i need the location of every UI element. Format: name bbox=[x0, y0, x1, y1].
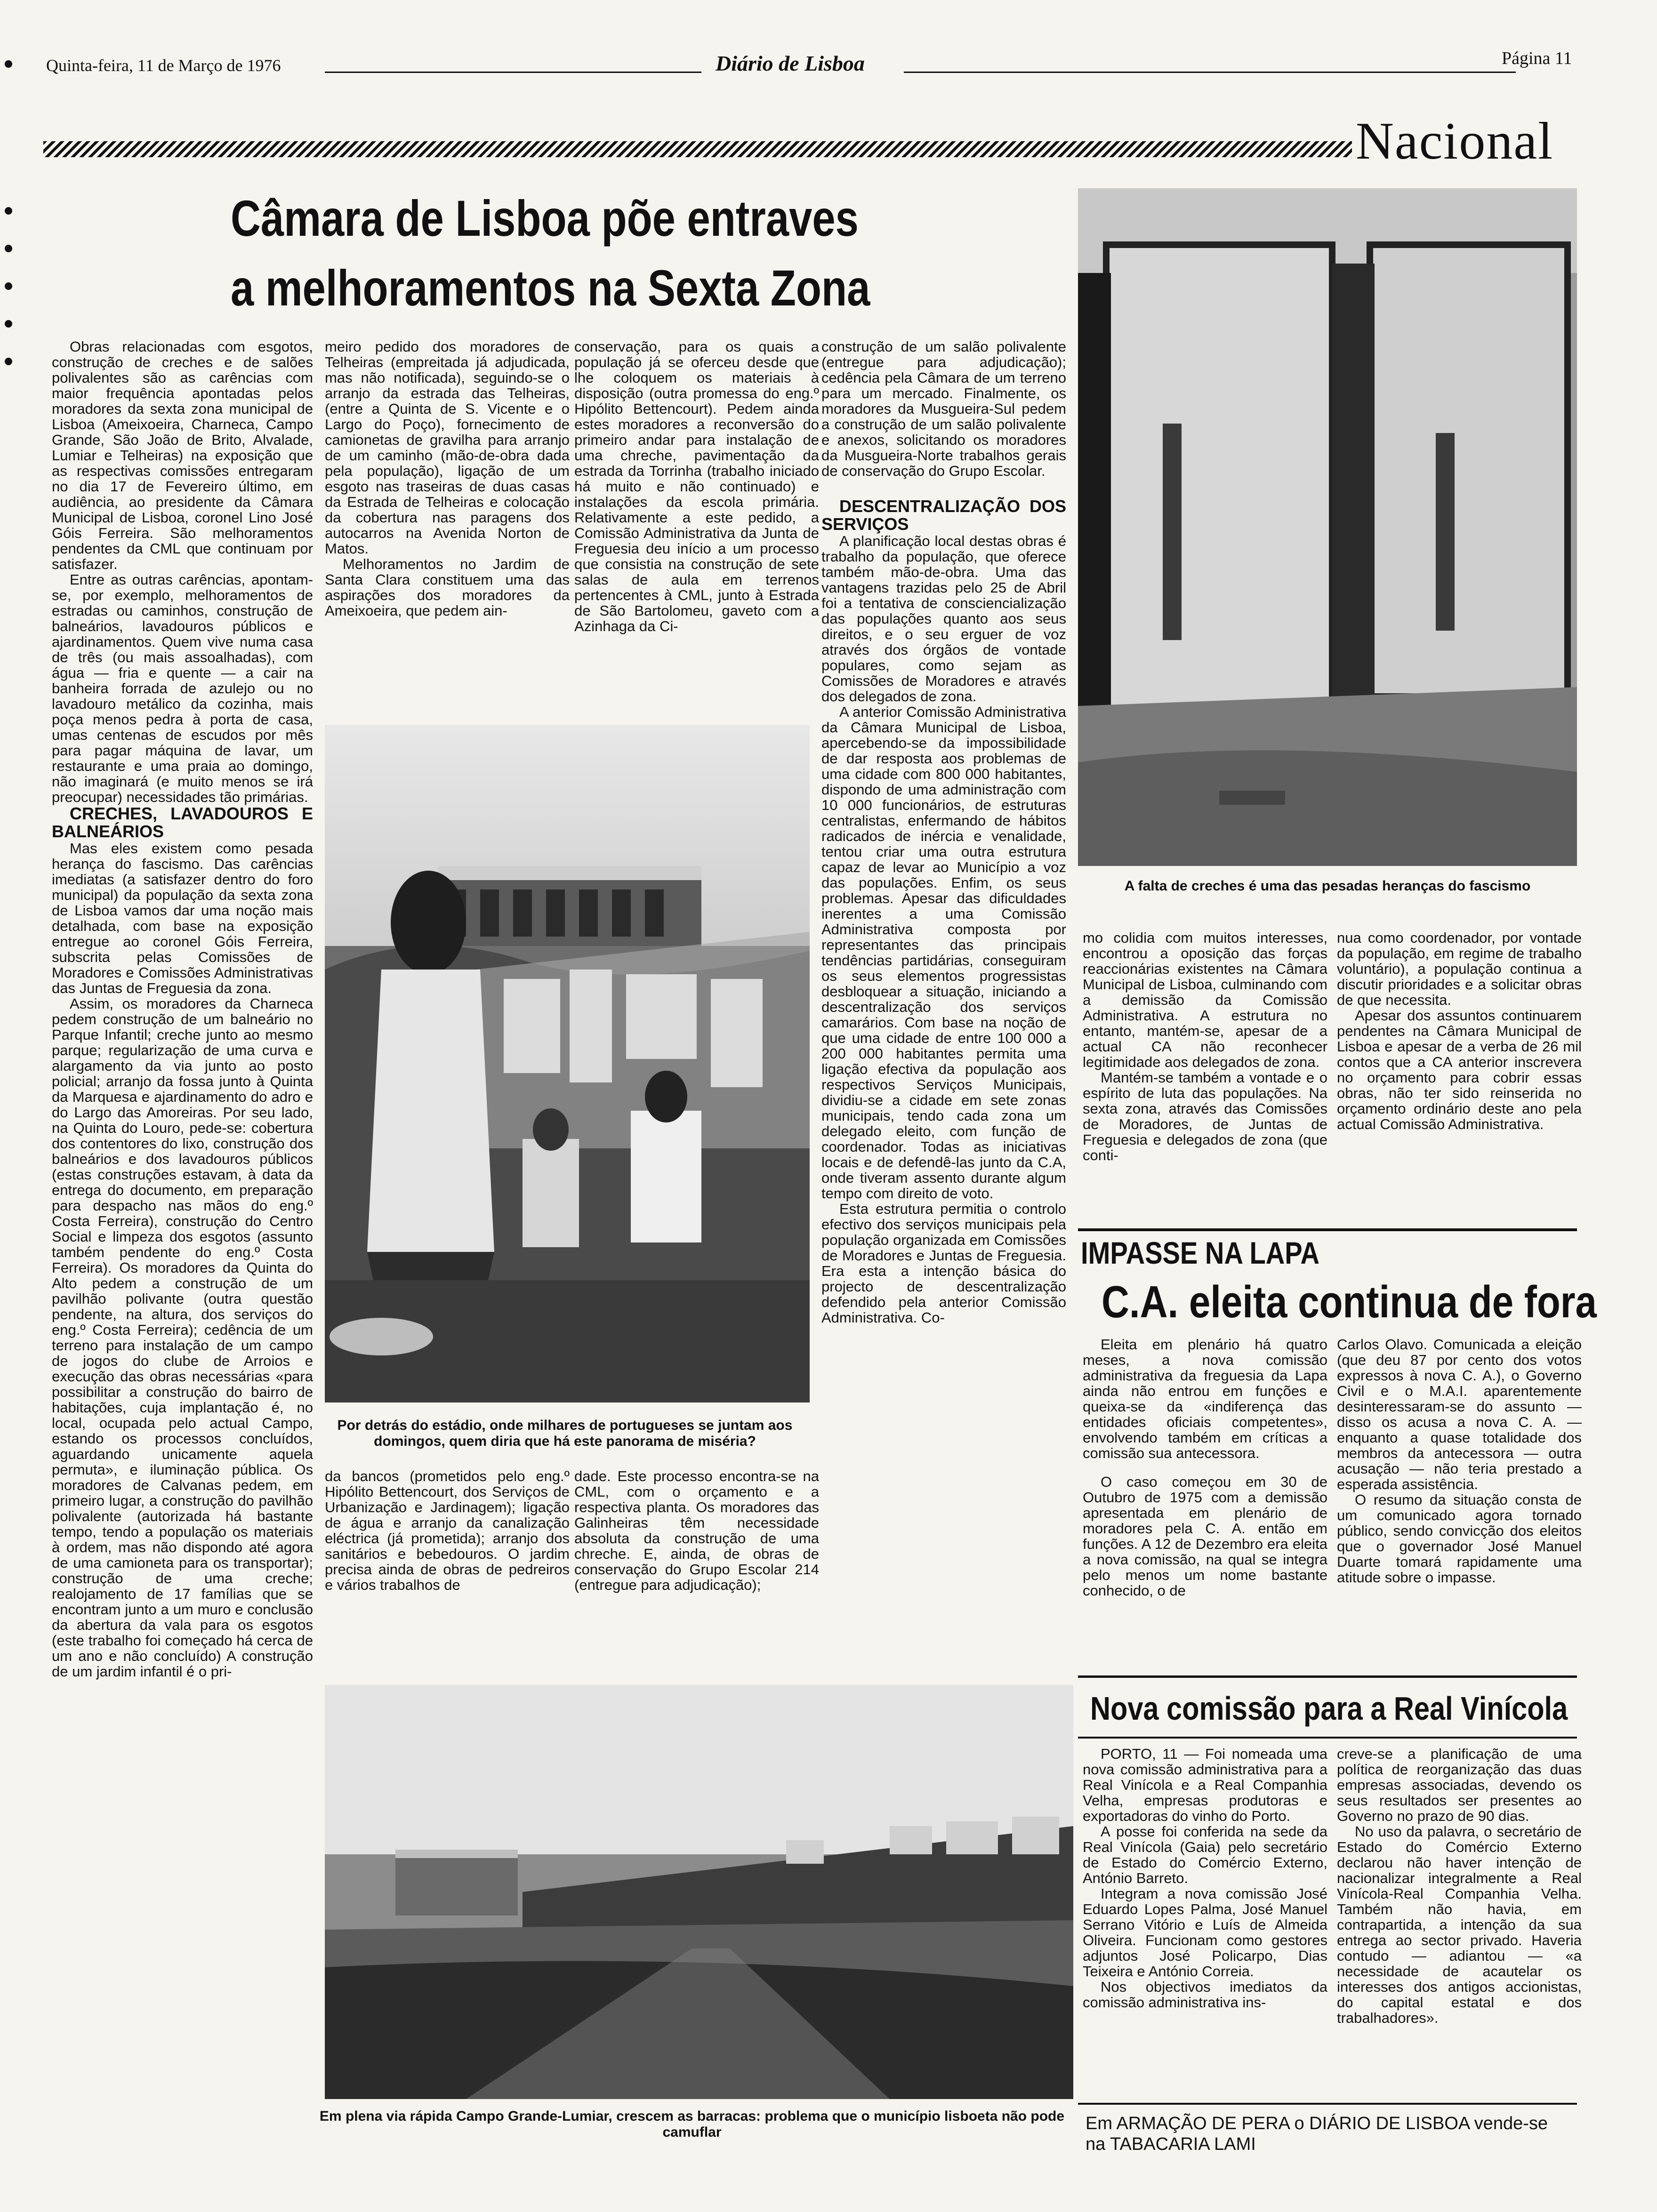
photo-barracas-highway bbox=[325, 1685, 1073, 2099]
paragraph: Assim, os moradores da Charneca pedem construção de um balneário no Parque Infantil; creche junto ao mesmo parque; regularização de uma curva e alargamento da via junto ao posto policial; arranjo da fossa junto à Quinta da Marquesa e ajardinamento do adro e do Largo das Amoreiras. Por seu lado, na Quinta do Louro, pede-se: cobertura dos contentores do lixo, construção dos balneários e dos lavadouros públicos (estas construções estavam, à data da entrega do documento, em preparação para despacho nas mãos do eng.º Costa Ferreira), construção do Centro Social e limpeza dos esgotos (assunto também pendente do eng.º Costa Ferreira). Os moradores da Quinta do Alto pedem a construção de um pavilhão polivante (outra questão pendente, na altura, dos serviços do eng.º Costa Ferreira); cedência de um terreno para instalação de um campo de jogos do clube de Arroios e execução das obras necessárias «para possibilitar a construção do bairro de habitações, cuja implantação é, no local, ocupada pelo actual Campo, estando os processos concluídos, aguardando unicamente aquela permuta», e iluminação pública. Os moradores de Calvanas pedem, em primeiro lugar, a construção do pavilhão polivalente (autorizada há bastante tempo, tendo a população os materiais à ordem, mas não dispondo até agora de uma camioneta para os transportar); construção de uma creche; realojamento de 17 famílias que se encontram junto a um muro e conclusão da abertura da vala para os esgotos (este trabalho foi começado há cerca de um ano e não concluído) A construção de um jardim infantil é o pri- bbox=[52, 995, 313, 1680]
paragraph: construção de um salão polivalente (entregue para adjudicação); cedência pela Câmara de um terreno para um mercado. Finalmente, os moradores da Musgueira-Sul pedem a construção de um salão polivalente e anexos, solicitando os moradores da Musgueira-Norte trabalhos gerais de conservação do Grupo Escolar. bbox=[821, 339, 1066, 479]
paragraph: Integram a nova comissão José Eduardo Lopes Palma, José Manuel Serrano Vitório e Luís de Almeida Oliveira. Funcionam como gestores adjuntos José Policarpo, Dias Teixeira e António Correia. bbox=[1083, 1885, 1327, 1980]
paragraph: nua como coordenador, por vontade da população, em regime de trabalho voluntário), a população continua a discutir prioridades e a solicitar obras de que necessita. bbox=[1337, 930, 1582, 1008]
paragraph: Obras relacionadas com esgotos, construção de creches e de salões polivalentes são as carências com maior frequência apontadas pelos moradores da sexta zona municipal de Lisboa (Ameixoeira, Charneca, Campo Grande, São João de Brito, Alvalade, Lumiar e Telheiras) na exposição que as respectivas comissões entregaram no dia 17 de Fevereiro último, em audiência, ao presidente da Câmara Municipal de Lisboa, coronel Lino José Góis Ferreira. São melhoramentos pendentes da CML que continuam por satisfazer. bbox=[52, 339, 313, 572]
binder-hole bbox=[5, 282, 12, 290]
paragraph: Entre as outras carências, apontam-se, por exemplo, melhoramentos de estradas ou caminhos, construção de balneários, lavadouros públicos e ajardinamentos. Quem vive numa casa de três (ou mais assoalhadas), com água — fria e quente — a cair na banheira forrada de azulejo ou no lavadouro metálico da cozinha, mais poça menos pedra à porta de casa, umas centenas de escudos por mês para pagar máquina de lavar, um restaurante e uma praia ao domingo, não imaginará (e muito menos se irá preocupar) necessidades tão primárias. bbox=[52, 571, 313, 805]
binder-hole bbox=[5, 320, 12, 328]
paragraph: Esta estrutura permitia o controlo efectivo dos serviços municipais pela população organizada em Comissões de Moradores e Juntas de Freguesia. Era esta a intenção básica do projecto de descentralização defendido pela anterior Comissão Administrativa. Co- bbox=[821, 1201, 1066, 1326]
main-story-column-2-bottom bbox=[325, 1468, 570, 1685]
paragraph: mo colidia com muitos interesses, encontrou a oposição das forças reaccionárias existentes na Câmara Municipal de Lisboa, culminando com a demissão da Comissão Administrativa. A estrutura no entanto, mantém-se, apesar de a actual CA não reconhecer legitimidade aos delegados de zona. bbox=[1083, 930, 1327, 1070]
paragraph: conservação, para os quais a população já se oferceu desde que lhe coloquem os materiais à disposição (outra promessa do eng.º Hipólito Bettencourt). Pedem ainda estes moradores a reconversão do primeiro andar para instalação de uma chreche, pavimentação da estrada da Torrinha (trabalho iniciado há muito e não continuado) e instalações da escola primária. Relativamente a este pedido, a Comissão Administrativa da Junta de Freguesia deu início a um processo que consistia na construção de sete salas de aula em terrenos pertencentes à CML, junto à Estrada de São Bartolomeu, gaveto com a Azinhaga da Ci- bbox=[574, 339, 819, 634]
paragraph: dade. Este processo encontra-se na CML, com o orçamento e a respectiva planta. Os moradores das Galinheiras têm necessidade absoluta da construção de uma chreche. E, ainda, de obras de conservação do Grupo Escolar 214 (entregue para adjudicação); bbox=[574, 1468, 819, 1593]
masthead-paper-name: Diário de Lisboa bbox=[716, 51, 865, 75]
binder-hole bbox=[5, 358, 12, 365]
section-hatch-rule bbox=[43, 141, 1352, 157]
caption-center-photo: Por detrás do estádio, onde milhares de portugueses se juntam aos domingos, quem diria que há este panorama de miséria? bbox=[337, 1418, 793, 1449]
caption-right-photo: A falta de creches é uma das pesadas heranças do fascismo bbox=[1124, 878, 1531, 894]
lapa-box-top-rule bbox=[1078, 1228, 1577, 1231]
paragraph: Carlos Olavo. Comunicada a eleição (que deu 87 por cento dos votos expressos à nova C. A.), o Governo Civil e o M.A.I. aparentemente desinteressaram-se do assunto — disso os acusa a nova C. A. — enquanto a quase totalidade dos membros da antecessora — outra acusação — não teria prestado a esperada assistência. bbox=[1337, 1337, 1582, 1492]
paragraph: Eleita em plenário há quatro meses, a nova comissão administrativa da freguesia da Lapa ainda não entrou em funções e queixa-se da «indiferença das entidades oficiais competentes», envolvendo também em críticas a comissão sua antecessora. bbox=[1083, 1337, 1327, 1461]
paragraph: PORTO, 11 — Foi nomeada uma nova comissão administrativa para a Real Vinícola e a Real Companhia Velha, empresas produtoras e exportadoras do vinho do Porto. bbox=[1083, 1746, 1327, 1824]
main-story-column-1 bbox=[52, 339, 313, 2188]
subheading-creches: CRECHES, LAVADOUROS E BALNEÁRIOS bbox=[52, 804, 313, 841]
vinicola-column-1 bbox=[1083, 1746, 1327, 2132]
masthead-date: Quinta-feira, 11 de Março de 1976 bbox=[46, 56, 281, 75]
paragraph: Nos objectivos imediatos da comissão administrativa ins- bbox=[1083, 1979, 1327, 2011]
main-story-column-6 bbox=[1337, 930, 1582, 1231]
lapa-headline: C.A. eleita continua de fora bbox=[1102, 1277, 1597, 1327]
paragraph: Mas eles existem como pesada herança do fascismo. Das carências imediatas (a satisfazer dentro do foro municipal) da população da sexta zona de Lisboa vamos dar uma noção mais detalhada, com base na exposição entregue ao coronel Góis Ferreira, subscrita pelas Comissões de Moradores e Comissões Administrativas das Juntas de Freguesia da zona. bbox=[52, 840, 313, 996]
main-story-column-3 bbox=[574, 339, 819, 706]
lapa-column-2 bbox=[1337, 1337, 1582, 1675]
vinicola-headline: Nova comissão para a Real Vinícola bbox=[1090, 1690, 1568, 1727]
photo-shanty-illustration bbox=[325, 725, 810, 1403]
lapa-kicker: IMPASSE NA LAPA bbox=[1081, 1235, 1320, 1270]
paragraph: Mantém-se também a vontade e o espírito de luta das populações. Na sexta zona, através das Comissões de Moradores, de Juntas de Freguesia e delegados de zona (que conti- bbox=[1083, 1069, 1327, 1163]
paragraph: O resumo da situação consta de um comunicado agora tornado público, sendo convicção dos eleitos que o governador José Manuel Duarte tomará rapidamente uma atitude sobre o impasse. bbox=[1337, 1491, 1582, 1586]
photo-doors-illustration bbox=[1078, 188, 1577, 866]
paragraph: meiro pedido dos moradores de Telheiras (empreitada já adjudicada, mas não notificada), seguindo-se o arranjo da estrada das Telheiras, (entre a Quinta de S. Vicente e o Largo do Poço), fornecimento de camionetas de gravilha para arranjo de um caminho (mão-de-obra dada pela população), ligação de um esgoto nas traseiras de duas casas da Estrada de Telheiras e colocação da cobertura nas paragens dos autocarros na Avenida Norton de Matos. bbox=[325, 339, 570, 557]
binder-hole bbox=[5, 60, 12, 68]
caption-bottom-photo: Em plena via rápida Campo Grande-Lumiar, crescem as barracas: problema que o município lisboeta não pode camuflar bbox=[319, 2108, 1065, 2140]
main-story-column-3-bottom bbox=[574, 1468, 819, 1685]
paragraph: Apesar dos assuntos continuarem pendentes na Câmara Municipal de Lisboa e apesar de a verba de 26 mil contos que a CA anterior inscrevera no orçamento para cobrir essas obras, não ter sido reinserida no orçamento ordinário deste ano pela actual Comissão Administrativa. bbox=[1337, 1007, 1582, 1132]
paragraph: da bancos (prometidos pelo eng.º Hipólito Bettencourt, dos Serviços de Urbanização e Jardinagem); ligação de água e arranjo da canalização eléctrica (já prometida); arranjo dos sanitários e bebedouros. O jardim precisa ainda de obras de pedreiros e vários trabalhos de bbox=[325, 1468, 570, 1593]
main-headline-line1: Câmara de Lisboa põe entraves bbox=[231, 190, 859, 247]
section-title: Nacional bbox=[1356, 112, 1554, 170]
paragraph: O caso começou em 30 de Outubro de 1975 com a demissão apresentada em plenário de moradores pela C. A. então em funções. A 12 de Dezembro era eleita a nova comissão, na qual se integra pelo menos um nome bastante conhecido, o de bbox=[1083, 1474, 1327, 1599]
main-headline-line2: a melhoramentos na Sexta Zona bbox=[231, 259, 870, 316]
vinicola-column-2 bbox=[1337, 1746, 1582, 2132]
notice-armacao-de-pera: Em ARMAÇÃO DE PERA o DIÁRIO DE LISBOA vende-se na TABACARIA LAMI bbox=[1086, 2114, 1548, 2154]
vinicola-under-rule bbox=[1078, 1737, 1577, 1739]
lapa-column-1 bbox=[1083, 1337, 1327, 1675]
main-story-column-5 bbox=[1083, 930, 1327, 1231]
paragraph: A anterior Comissão Administrativa da Câmara Municipal de Lisboa, apercebendo-se da impossibilidade de dar resposta aos problemas de uma cidade com 800 000 habitantes, dispondo de uma administração com 10 000 funcionários, de estruturas centralistas, enfermando de hábitos radicados de inércia e venalidade, tentou criar uma outra estrutura capaz de levar ao Município a voz das populações. Enfim, os seus problemas. Apesar das dificuldades inerentes a uma Comissão Administrativa composta por representantes das principais tendências partidárias, conseguiram os seus elementos progressistas desbloquear a situação, iniciando a descentralização dos serviços camarários. Com base na noção de que uma cidade de entre 100 000 a 200 000 habitantes permita uma ligação efectiva da população aos respectivos Serviços Municipais, dividiu-se a cidade em sete zonas municipais, tendo cada zona um delegado eleito, com função de coordenador. Todas as iniciativas locais e de defendê-las junto da C.A, onde tiveram assento durante algum tempo com direito de voto. bbox=[821, 704, 1066, 1202]
paragraph: Melhoramentos no Jardim de Santa Clara constituem uma das aspirações dos moradores da Ameixoeira, que pedem ain- bbox=[325, 556, 570, 619]
page-number: Página 11 bbox=[1502, 48, 1572, 68]
photo-shanty-washing bbox=[325, 725, 810, 1403]
paragraph: A planificação local destas obras é trabalho da população, que oferece também mão-de-obra. Uma das vantagens trazidas pelo 25 de Abril foi a tentativa de consciencialização das populações quanto aos seus direitos, e o seu erguer de voz através dos órgãos de vontade populares, como sejam as Comissões de Moradores e através dos delegados de zona. bbox=[821, 533, 1066, 705]
subheading-descentralizacao: DESCENTRALIZAÇÃO DOS SERVIÇOS bbox=[821, 497, 1066, 534]
paragraph: creve-se a planificação de uma política de reorganização das duas empresas associadas, devendo os seus resultados ser presentes ao Governo no prazo de 90 dias. bbox=[1337, 1746, 1582, 1824]
main-story-column-2 bbox=[325, 339, 570, 706]
vinicola-top-rule bbox=[1078, 1675, 1577, 1678]
paragraph: No uso da palavra, o secretário de Estado do Comércio Externo declarou não haver intenção de nacionalizar integralmente a Real Vinícola-Real Companhia Velha. Também não havia, em contrapartida, a intenção da sua entrega ao sector privado. Haveria contudo — adiantou — «a necessidade de acautelar os interesses dos antigos accionistas, do capital estatal e dos trabalhadores». bbox=[1337, 1823, 1582, 2026]
binder-hole bbox=[5, 207, 12, 215]
notice-top-rule bbox=[1078, 2103, 1577, 2105]
binder-hole bbox=[5, 245, 12, 252]
photo-barracas-illustration bbox=[325, 1685, 1073, 2099]
photo-building-doors bbox=[1078, 188, 1577, 866]
main-story-column-4 bbox=[821, 339, 1066, 1704]
masthead-rule-right bbox=[904, 72, 1516, 73]
masthead-rule-left bbox=[325, 72, 701, 73]
paragraph: A posse foi conferida na sede da Real Vinícola (Gaia) pelo secretário de Estado do Comércio Externo, António Barreto. bbox=[1083, 1823, 1327, 1886]
